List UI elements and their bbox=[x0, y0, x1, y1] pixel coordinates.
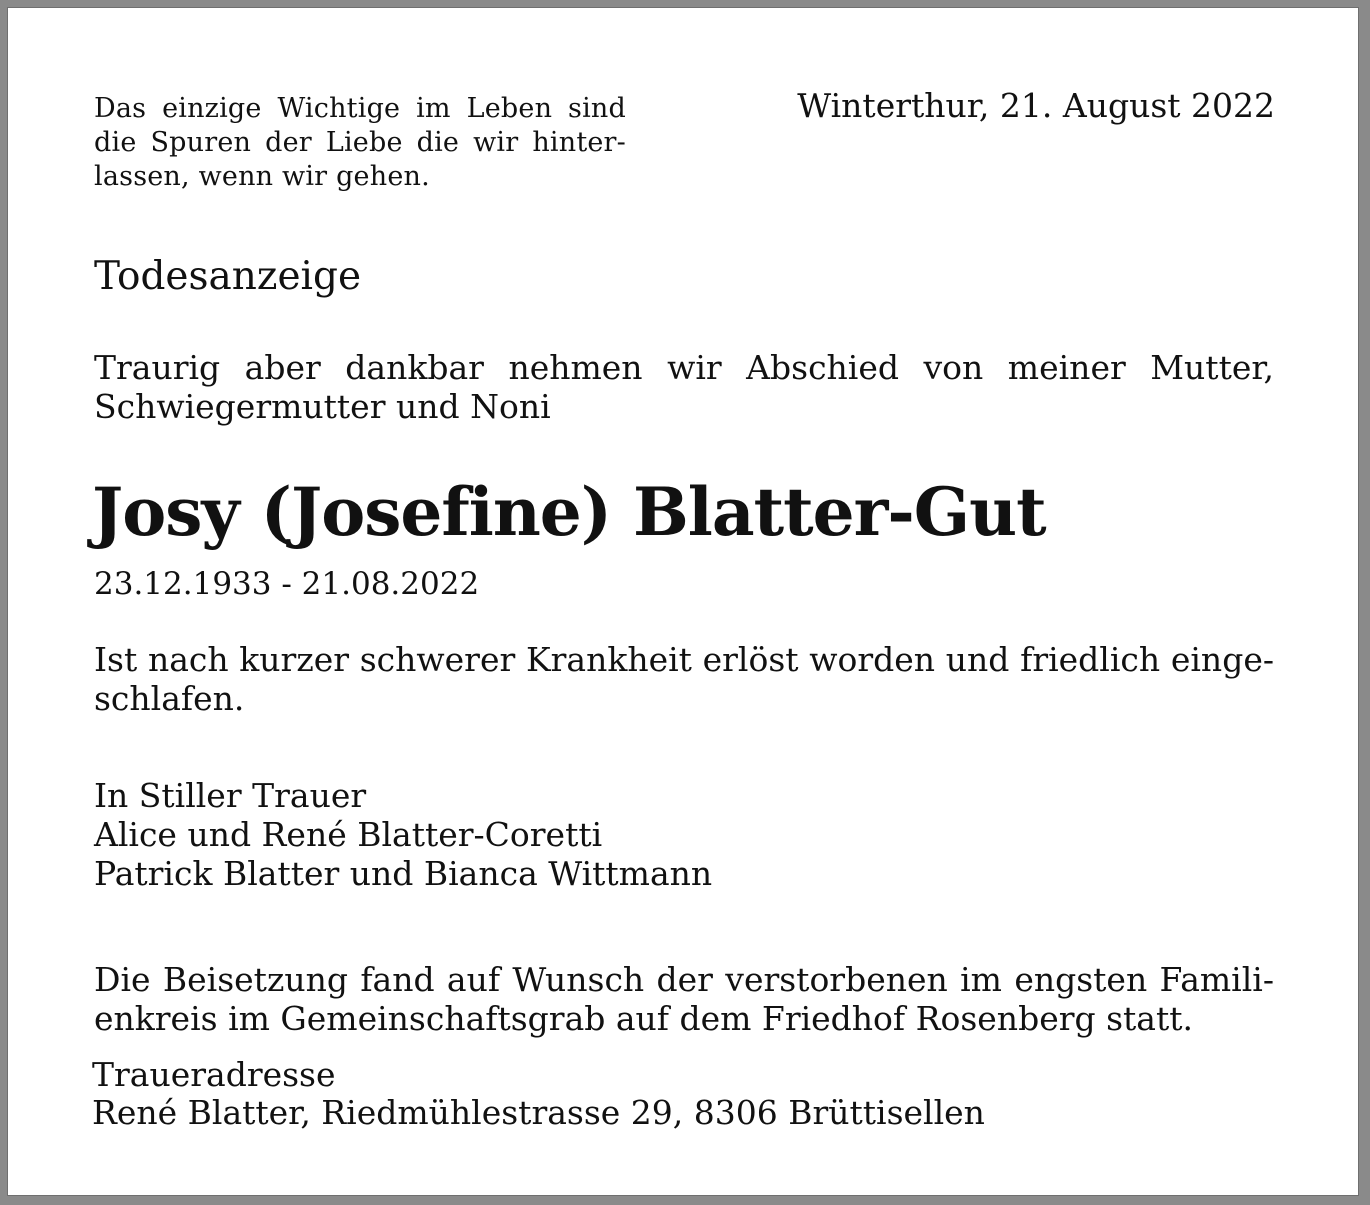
mourner-line-1: Alice und René Blatter-Coretti bbox=[94, 815, 603, 854]
mourner-line-2: Patrick Blatter und Bianca Wittmann bbox=[94, 854, 713, 893]
burial-line-2: enkreis im Gemeinschaftsgrab auf dem Friedhof Rosenberg statt. bbox=[94, 999, 1193, 1038]
death-notice-text bbox=[94, 640, 1274, 718]
address-label: Traueradresse bbox=[92, 1055, 336, 1094]
death-text-line-2: schlafen. bbox=[94, 679, 245, 718]
obituary-page bbox=[8, 8, 1358, 1195]
deceased-name: Josy (Josefine) Blatter-Gut bbox=[92, 473, 1046, 551]
place-and-date: Winterthur, 21. August 2022 bbox=[797, 86, 1275, 125]
mourning-address bbox=[92, 1056, 985, 1132]
life-dates: 23.12.1933 - 21.08.2022 bbox=[94, 566, 480, 602]
obituary-heading: Todesanzeige bbox=[94, 254, 362, 299]
address-value: René Blatter, Riedmühlestrasse 29, 8306 Brüttisellen bbox=[92, 1093, 985, 1132]
mourners-intro: In Stiller Trauer bbox=[94, 776, 367, 815]
intro-line-2: Schwiegermutter und Noni bbox=[94, 387, 551, 426]
motto-line-1: Das einzige Wichtige im Leben sind bbox=[94, 93, 626, 124]
mourners-block bbox=[94, 776, 712, 893]
death-text-line-1: Ist nach kurzer schwerer Krankheit erlöst worden und friedlich einge- bbox=[94, 640, 1274, 679]
motto-quote bbox=[94, 92, 626, 194]
motto-line-3: lassen, wenn wir gehen. bbox=[94, 161, 430, 192]
motto-line-2: die Spuren der Liebe die wir hinter- bbox=[94, 127, 626, 158]
intro-text bbox=[94, 348, 1274, 426]
burial-notice bbox=[94, 960, 1274, 1038]
intro-line-1: Traurig aber dankbar nehmen wir Abschied von meiner Mutter, bbox=[94, 348, 1274, 387]
burial-line-1: Die Beisetzung fand auf Wunsch der verstorbenen im engsten Famili- bbox=[94, 960, 1274, 999]
